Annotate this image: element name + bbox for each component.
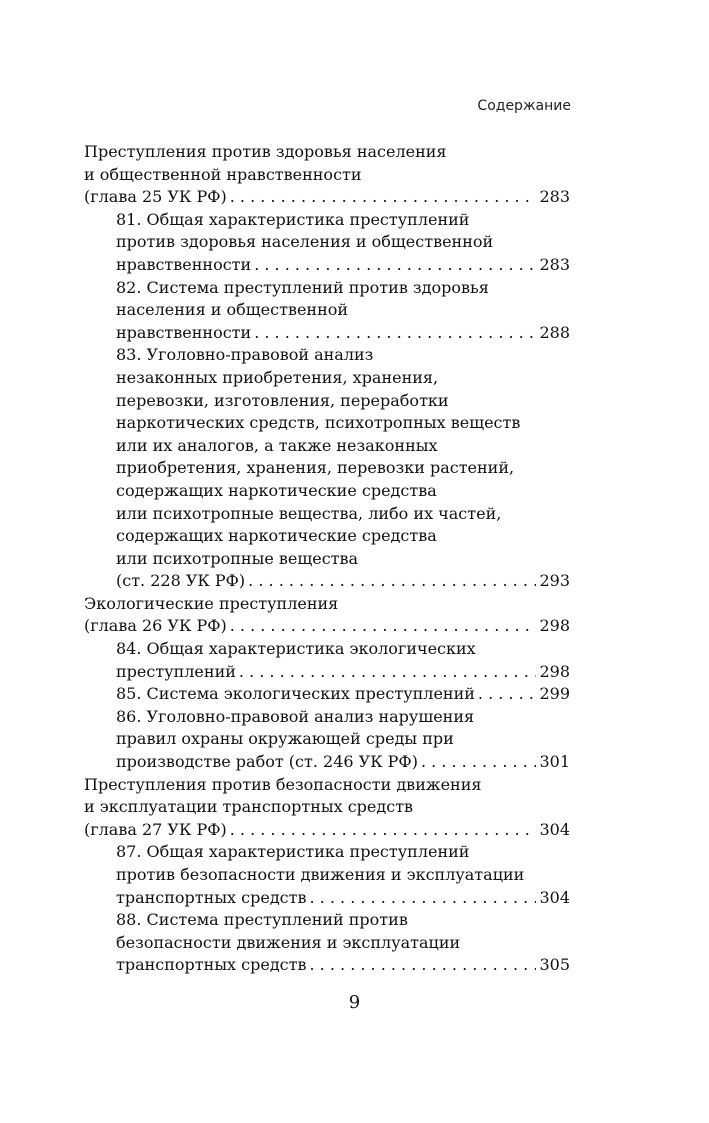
toc-line (84, 141, 570, 164)
toc-line-text: незаконных приобретения, хранения, (116, 367, 439, 387)
toc-line (84, 864, 570, 887)
toc-line-text: преступлений (116, 661, 236, 681)
toc-line (84, 435, 570, 458)
toc-line-text: 82. Система преступлений против здоровья (116, 277, 489, 297)
toc-page-number: 298 (539, 616, 570, 636)
toc-line-text: Экологические преступления (84, 593, 339, 613)
toc-section-entry[interactable] (84, 277, 570, 345)
toc-line (84, 344, 570, 367)
dot-leader (254, 254, 536, 277)
toc-line-text: 83. Уголовно-правовой анализ (116, 345, 374, 365)
toc-line-text: и эксплуатации транспортных средств (84, 797, 414, 817)
dot-leader (310, 954, 537, 977)
toc-line-text: (глава 27 УК РФ) (84, 819, 227, 839)
dot-leader (230, 819, 537, 842)
toc-line-text: наркотических средств, психотропных веществ (116, 413, 521, 433)
toc-line (84, 728, 570, 751)
dot-leader (421, 751, 537, 774)
toc-line (84, 819, 570, 842)
toc-line (84, 706, 570, 729)
dot-leader (478, 683, 537, 706)
toc-line (84, 909, 570, 932)
toc-chapter-entry[interactable] (84, 141, 570, 209)
toc-line-text: правил охраны окружающей среды при (116, 729, 454, 749)
toc-line (84, 277, 570, 300)
toc-section-entry[interactable] (84, 638, 570, 683)
toc-line-text: 88. Система преступлений против (116, 910, 408, 930)
toc-line (84, 457, 570, 480)
toc-line-text: (ст. 228 УК РФ) (116, 571, 246, 591)
toc-line (84, 390, 570, 413)
toc-section-entry[interactable] (84, 909, 570, 977)
toc-line-text: перевозки, изготовления, переработки (116, 390, 449, 410)
toc-chapter-entry[interactable] (84, 774, 570, 842)
toc-section-entry[interactable] (84, 841, 570, 909)
toc-line-text: населения и общественной (116, 300, 349, 320)
toc-line (84, 186, 570, 209)
toc-page-number: 299 (539, 684, 570, 704)
toc-line (84, 254, 570, 277)
toc-line-text: Преступления против здоровья населения (84, 142, 447, 161)
toc-line (84, 615, 570, 638)
toc-line (84, 593, 570, 616)
toc-line-text: или их аналогов, а также незаконных (116, 435, 438, 455)
toc-line (84, 503, 570, 526)
dot-leader (239, 661, 537, 684)
toc-line-text: 87. Общая характеристика преступлений (116, 842, 470, 862)
toc-line (84, 231, 570, 254)
toc-line (84, 299, 570, 322)
toc-page-number: 293 (539, 571, 570, 591)
toc-line (84, 367, 570, 390)
toc-section-entry[interactable] (84, 209, 570, 277)
toc-section-entry[interactable] (84, 683, 570, 706)
toc-line-text: (глава 26 УК РФ) (84, 616, 227, 636)
toc-line (84, 954, 570, 977)
toc-chapter-entry[interactable] (84, 593, 570, 638)
toc-line (84, 751, 570, 774)
toc-page-number: 301 (539, 752, 570, 772)
toc-line (84, 525, 570, 548)
toc-line (84, 774, 570, 797)
toc-line (84, 661, 570, 684)
dot-leader (230, 186, 537, 209)
toc-line (84, 887, 570, 910)
toc-line-text: производстве работ (ст. 246 УК РФ) (116, 752, 418, 772)
running-head: Содержание (477, 98, 571, 114)
toc-line (84, 841, 570, 864)
toc-line-text: против здоровья населения и общественной (116, 232, 494, 252)
toc-line-text: транспортных средств (116, 955, 307, 975)
toc-line-text: Преступления против безопасности движения (84, 774, 482, 794)
toc-page-number: 288 (539, 322, 570, 342)
toc-line (84, 480, 570, 503)
page-number: 9 (348, 992, 361, 1013)
toc-line-text: транспортных средств (116, 887, 307, 907)
toc-line (84, 638, 570, 661)
toc-line-text: 85. Система экологических преступлений (116, 684, 475, 704)
toc-section-entry[interactable] (84, 706, 570, 774)
table-of-contents (84, 141, 570, 977)
toc-line-text: (глава 25 УК РФ) (84, 187, 227, 207)
toc-line-text: приобретения, хранения, перевозки растений, (116, 458, 515, 478)
toc-line-text: нравственности (116, 254, 252, 274)
toc-page-number: 283 (539, 187, 570, 207)
dot-leader (310, 887, 537, 910)
toc-line-text: содержащих наркотические средства (116, 526, 437, 546)
toc-line-text: 86. Уголовно-правовой анализ нарушения (116, 706, 475, 726)
toc-page-number: 304 (539, 887, 570, 907)
toc-page-number: 305 (539, 955, 570, 975)
dot-leader (248, 570, 536, 593)
toc-line-text: 84. Общая характеристика экологических (116, 639, 476, 659)
toc-line (84, 796, 570, 819)
toc-line (84, 322, 570, 345)
toc-line (84, 548, 570, 571)
dot-leader (254, 322, 536, 345)
toc-line-text: содержащих наркотические средства (116, 480, 437, 500)
toc-line-text: и общественной нравственности (84, 164, 362, 184)
toc-page-number: 304 (539, 819, 570, 839)
toc-line-text: или психотропные вещества (116, 548, 359, 568)
toc-line-text: безопасности движения и эксплуатации (116, 932, 461, 952)
toc-line (84, 932, 570, 955)
toc-line-text: или психотропные вещества, либо их частей, (116, 503, 502, 523)
dot-leader (230, 615, 537, 638)
toc-line-text: 81. Общая характеристика преступлений (116, 209, 470, 229)
toc-line-text: нравственности (116, 322, 252, 342)
toc-line (84, 570, 570, 593)
toc-page-number: 283 (539, 254, 570, 274)
toc-page-number: 298 (539, 661, 570, 681)
toc-line-text: против безопасности движения и эксплуатации (116, 865, 525, 884)
toc-section-entry[interactable] (84, 344, 570, 593)
toc-line (84, 209, 570, 232)
toc-line (84, 164, 570, 187)
toc-line (84, 412, 570, 435)
toc-line (84, 683, 570, 706)
